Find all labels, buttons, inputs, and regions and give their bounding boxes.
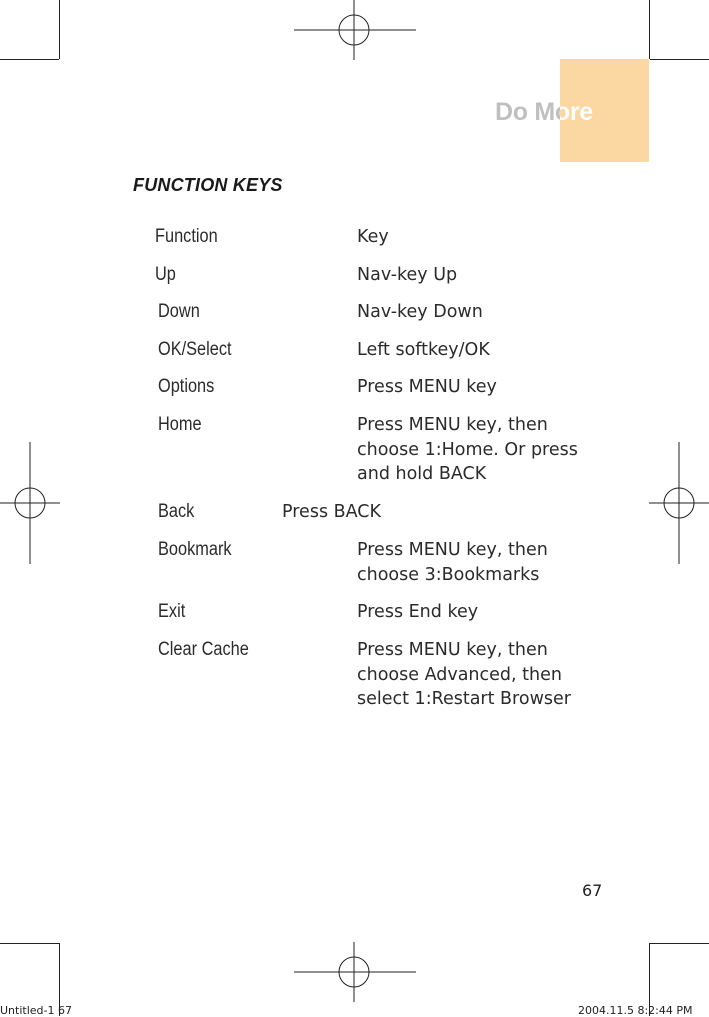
section-title: FUNCTION KEYS: [133, 175, 283, 195]
crop-mark: [0, 943, 59, 944]
crop-mark: [649, 0, 650, 59]
row-function: Up: [155, 264, 176, 285]
row-key: Press BACK: [282, 502, 381, 522]
row-key: Press MENU key, then choose 3:Bookmarks: [357, 540, 548, 585]
crop-mark: [650, 59, 709, 60]
row-function: Back: [158, 501, 195, 522]
row-function: Clear Cache: [158, 639, 249, 660]
slug-right: 2004.11.5 8:2:44 PM: [578, 1004, 693, 1017]
crop-mark: [650, 943, 709, 944]
row-key: Press End key: [357, 602, 479, 622]
registration-mark-bottom: [294, 942, 416, 1002]
slug-left: Untitled-1 67: [0, 1004, 72, 1017]
page-number: 67: [582, 881, 603, 900]
row-function: Home: [158, 414, 202, 435]
registration-mark-left: [0, 442, 60, 564]
registration-mark-top: [294, 0, 416, 60]
crop-mark: [59, 0, 60, 59]
chapter-tab-title: Do More: [495, 98, 625, 127]
row-function: Down: [158, 301, 200, 322]
row-key: Nav-key Up: [357, 265, 458, 285]
table-header-function: Function: [155, 226, 218, 247]
row-function: OK/Select: [158, 339, 232, 360]
row-function: Options: [158, 376, 215, 397]
table-header-key: Key: [357, 227, 389, 247]
row-key: Nav-key Down: [357, 302, 483, 322]
row-function: Exit: [158, 601, 186, 622]
registration-mark-right: [649, 442, 709, 564]
row-function: Bookmark: [158, 539, 232, 560]
row-key: Press MENU key, then choose Advanced, then select 1:Restart Browser: [357, 640, 571, 709]
row-key: Press MENU key: [357, 377, 497, 397]
row-key: Left softkey/OK: [357, 340, 490, 360]
row-key: Press MENU key, then choose 1:Home. Or press and hold BACK: [357, 415, 578, 484]
crop-mark: [0, 59, 59, 60]
